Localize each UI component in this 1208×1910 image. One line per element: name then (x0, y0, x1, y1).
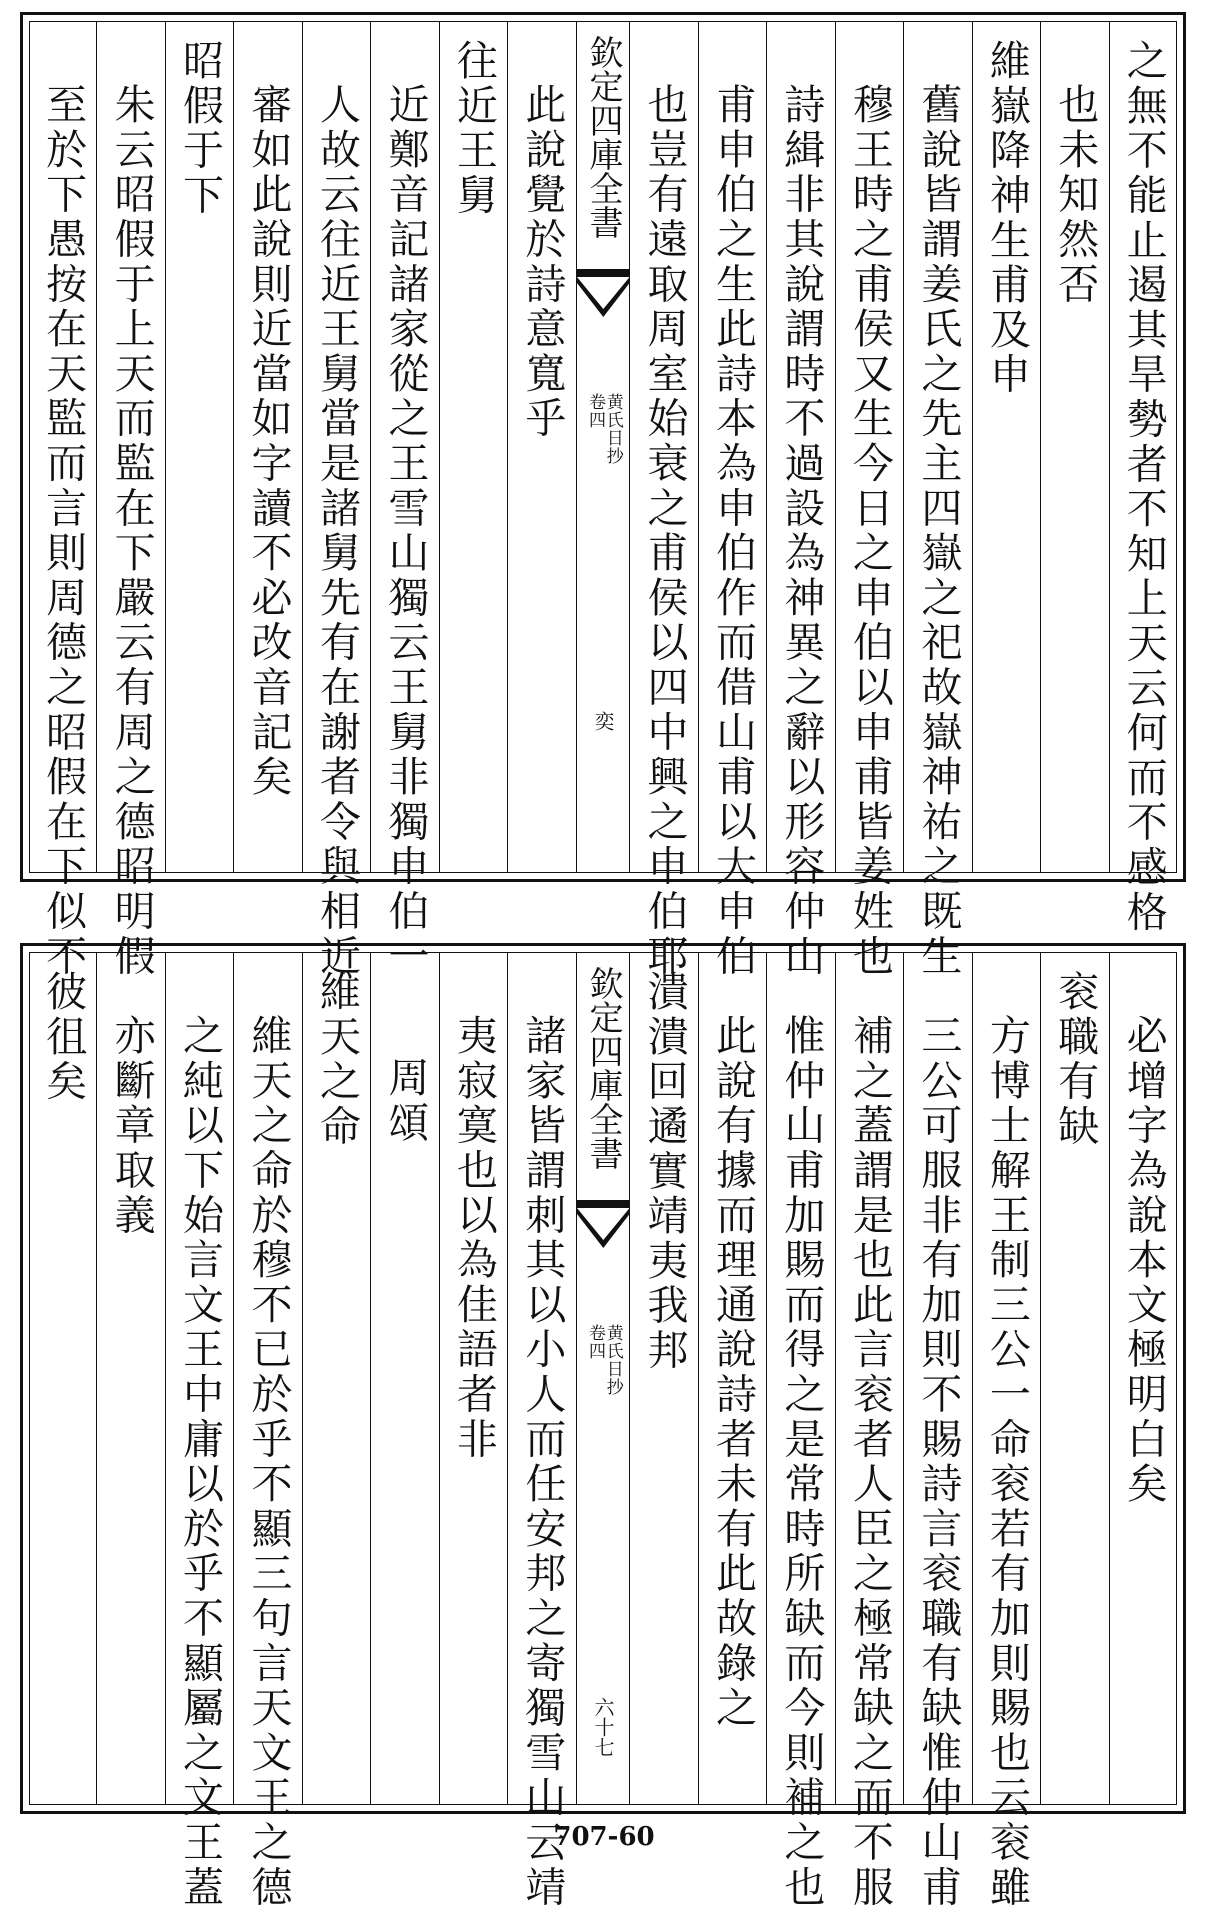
column-text: 維天之命 (312, 970, 361, 1150)
column-text: 之純以下始言文王中庸以於乎不顯屬之文王蓋 (176, 1014, 225, 1910)
leaf-number: 六十七 (590, 1697, 615, 1757)
text-column (1040, 952, 1108, 1805)
text-column (972, 952, 1040, 1910)
text-column (233, 952, 301, 1910)
book-title: 黄氏日抄 (602, 393, 623, 465)
text-column (507, 21, 575, 873)
column-text: 亦斷章取義 (107, 1014, 156, 1238)
text-column (1040, 21, 1108, 873)
text-column (972, 21, 1040, 873)
text-column (1109, 21, 1177, 935)
text-column (439, 952, 507, 1805)
column-text: 惟仲山甫加賜而得之是常時所缺而今則補之也 (777, 1014, 826, 1910)
column-text: 至於下愚按在天監而言則周德之昭假在下似不 (39, 83, 88, 979)
column-text: 維嶽降神生甫及申 (982, 39, 1031, 398)
fishtail-ornament (577, 269, 630, 317)
text-column (439, 21, 507, 873)
text-column (903, 952, 971, 1910)
column-text: 夷寂寞也以為佳語者非 (449, 1014, 498, 1462)
text-column (629, 952, 697, 1805)
column-text: 必增字為說本文極明白矣 (1119, 1014, 1168, 1507)
text-column (302, 21, 370, 979)
text-column (96, 952, 164, 1805)
text-column (29, 952, 96, 1805)
column-text: 補之蓋謂是也此言衮者人臣之極常缺之而不服 (845, 1014, 894, 1910)
upper-page (20, 12, 1186, 979)
column-text: 也未知然否 (1051, 83, 1100, 307)
column-text: 此說覺於詩意寬乎 (518, 83, 567, 442)
center-band (576, 952, 630, 1805)
text-column (698, 952, 766, 1805)
leaf-number: 奕 (590, 711, 615, 731)
text-column (233, 21, 301, 873)
volume-number: 卷四 (584, 1324, 605, 1360)
text-column (507, 952, 575, 1910)
column-text: 周頌 (381, 1056, 430, 1146)
text-column (165, 21, 233, 873)
book-source (585, 1324, 621, 1396)
column-text: 此說有據而理通說詩者未有此故錄之 (708, 1014, 757, 1731)
book-source (585, 393, 621, 465)
page-number: 707-60 (553, 1822, 655, 1852)
center-band (576, 21, 630, 873)
book-title: 黄氏日抄 (602, 1324, 623, 1396)
text-column (96, 21, 164, 979)
text-column (302, 952, 370, 1805)
text-column (629, 21, 697, 979)
text-column (766, 21, 834, 979)
fishtail-ornament (577, 1200, 630, 1248)
column-text: 諸家皆謂刺其以小人而任安邦之寄獨雪山云靖 (518, 1014, 567, 1910)
column-text: 往近王舅 (449, 39, 498, 219)
column-text: 昭假于下 (176, 39, 225, 219)
text-column (903, 21, 971, 979)
text-column (165, 952, 233, 1910)
column-text: 人故云往近王舅當是諸舅先有在謝者令與相近 (312, 83, 361, 979)
collection-title: 欽定四庫全書 (582, 966, 623, 1170)
column-text: 衮職有缺 (1051, 970, 1100, 1150)
column-text: 三公可服非有加則不賜詩言衮職有缺惟仲山甫 (914, 1014, 963, 1910)
column-text: 潰潰回遹實靖夷我邦 (640, 970, 689, 1374)
text-column (835, 952, 903, 1910)
column-text: 朱云昭假于上天而監在下嚴云有周之德昭明假 (107, 83, 156, 979)
text-column (370, 952, 438, 1805)
text-column (698, 21, 766, 979)
column-text: 也豈有遠取周室始衰之甫侯以四中興之申伯耶 (640, 83, 689, 979)
column-text: 方博士解王制三公一命衮若有加則賜也云衮雖 (982, 1014, 1031, 1910)
upper-page-columns (29, 21, 1177, 979)
column-text: 審如此說則近當如字讀不必改音記矣 (244, 83, 293, 800)
text-column (29, 21, 96, 979)
text-column (370, 21, 438, 979)
text-column (766, 952, 834, 1910)
column-text: 甫申伯之生此詩本為申伯作而借山甫以大申伯 (708, 83, 757, 979)
column-text: 穆王時之甫侯又生今日之申伯以申甫皆姜姓也 (845, 83, 894, 979)
column-text: 之無不能止遏其旱勢者不知上天云何而不感格 (1119, 39, 1168, 935)
column-text: 維天之命於穆不已於乎不顯三句言天文王之德 (244, 1014, 293, 1910)
text-column (835, 21, 903, 979)
column-text: 舊說皆謂姜氏之先主四嶽之祀故嶽神祐之既生 (914, 83, 963, 979)
column-text: 近鄭音記諸家從之王雪山獨云王舅非獨申伯一 (381, 83, 430, 979)
column-text: 彼徂矣 (39, 970, 88, 1105)
text-column (1109, 952, 1177, 1805)
column-text: 詩緝非其說謂時不過設為神異之辭以形容仲山 (777, 83, 826, 979)
collection-title: 欽定四庫全書 (582, 35, 623, 239)
volume-number: 卷四 (584, 393, 605, 429)
